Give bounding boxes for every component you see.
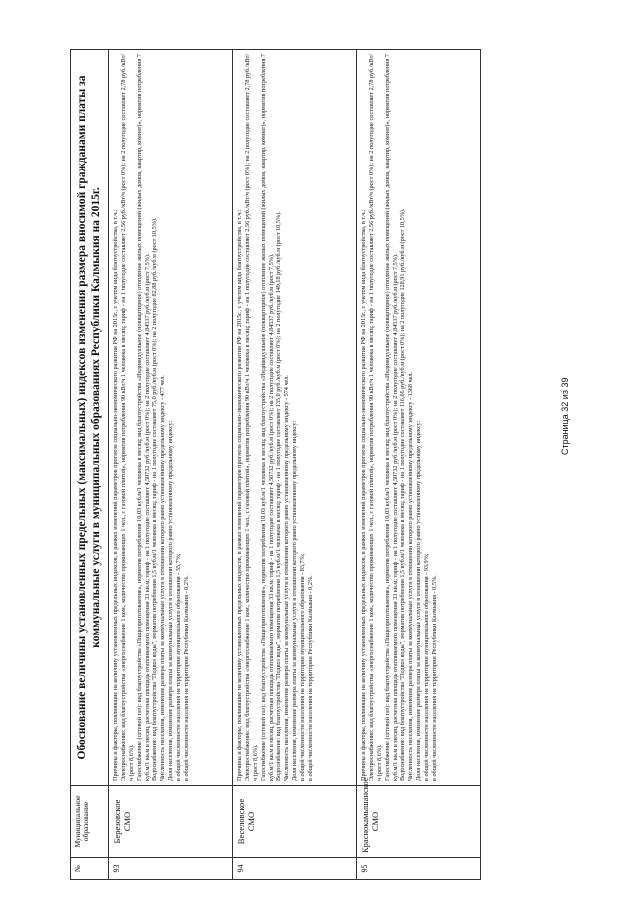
rotated-page-content <box>70 50 490 880</box>
row-number: 94 <box>232 858 356 880</box>
text-line: в общей численности населения на территории муниципального образования - 35,7%; <box>175 553 183 781</box>
text-line: Водоснабжение: вид благоустройства "Подвоз воды", норматив потребления 1,5 куб.м/1 человека в месяц; тариф - на 1 полугодие составляет 75,0 руб./куб.м (рост 0%); на 2 полугодие 82,88 руб./куб.м (рост 10,5%). <box>151 217 159 781</box>
table-row <box>232 50 356 880</box>
text-line: Причины и факторы, повлиявшие на величину установленных предельных индексов, в рамках изменений параметров прогноза социально-экономического развития РФ на 2015г., с учетом вида благоустройства, в т.ч.: <box>111 209 119 781</box>
municipality-name: Березовское СМО <box>108 786 232 858</box>
municipality-name: Краснокамышанское СМО <box>356 786 480 858</box>
text-line: в общей численности населения на территории муниципального образования - 93,9%; <box>423 553 431 781</box>
text-line: Водоснабжение: вид благоустройства "Подвоз воды", норматив потребления 1,5 куб.м/1 человека в месяц; тариф - на 1 полугодие составляет 116,66 руб./куб.м (рост 0%); на 2 полугодие 128,91 руб./куб.м (рост 10,5%). <box>399 208 407 781</box>
text-line: Электроснабжение: вид благоустройства «энергоснабжение 1 ком., количество проживающих 1 чел., с газовой плитой», норматив потребления 90 кВт/ч 1 человека в месяц; тариф - на 1 полугодие составляет 2,56 руб./кВт/ч (рост 0%); на 2 полугодие составляет 2,78 руб./кВт/ч (рост 8,6%). <box>243 54 259 781</box>
text-line: Газоснабжение (сетевой газ): вид благоустройства «Пищеприготовление», норматив потребления 10,03 куб.м/1 человека в месяц; вид благоустройства «Индивидуальное (поквартирное) отопление жилых помещений (жилых домов, квартир, комнат)», норматив потребления 7 куб.м/1 кв.м в месяц, расчетная площадь отапливаемого помещения 33 кв.м; тариф - на 1 полугодие составляет 4,50732 руб./куб.м (рост 0%); на 2 полугодие составляет 4,84537 руб./куб.м (рост 7,5%). <box>259 54 275 781</box>
table-row <box>108 50 232 880</box>
text-line: в общей численности населения на территории Республики Калмыкия - 0,2%. <box>307 575 315 781</box>
table-row <box>356 50 480 880</box>
table-header-row <box>71 50 109 880</box>
header-title: Обоснование величины установленных предельных (максимальных) индексов изменения размера вносимой гражданами платы за коммунальные услуги в муниципальных образованиях Республики Калмыкия на 2015г. <box>71 50 109 786</box>
row-number: 93 <box>108 858 232 880</box>
text-line: Электроснабжение: вид благоустройства «энергоснабжение 1 ком., количество проживающих 1 чел., с газовой плитой», норматив потребления 90 кВт/ч 1 человека в месяц; тариф - на 1 полугодие составляет 2,56 руб./кВт/ч (рост 0%); на 2 полугодие составляет 2,78 руб./кВт/ч (рост 8,6%). <box>119 54 135 781</box>
text-line: Численность населения, изменение размера платы за коммунальные услуги в отношении которого равно установленному предельному индексу - 1368 чел. <box>407 371 415 781</box>
text-line: Численность населения, изменение размера платы за коммунальные услуги в отношении которого равно установленному предельному индексу - 574 чел. <box>283 375 291 781</box>
page-number: Страница 32 из 39 <box>560 377 570 455</box>
text-line: в общей численности населения на территории Республики Калмыкия - 0,2%. <box>183 575 191 781</box>
text-line: Газоснабжение (сетевой газ): вид благоустройства «Пищеприготовление», норматив потребления 10,03 куб.м/1 человека в месяц; вид благоустройства «Индивидуальное (поквартирное) отопление жилых помещений (жилых домов, квартир, комнат)», норматив потребления 7 куб.м/1 кв.м в месяц, расчетная площадь отапливаемого помещения 33 кв.м; тариф - на 1 полугодие составляет 4,50732 руб./куб.м (рост 0%); на 2 полугодие составляет 4,84537 руб./куб.м (рост 7,5%). <box>135 54 151 781</box>
justification-text <box>356 50 480 786</box>
text-line: в общей численности населения на территории Республики Калмыкия - 0,5%. <box>431 575 439 781</box>
text-line: Причины и факторы, повлиявшие на величину установленных предельных индексов, в рамках изменений параметров прогноза социально-экономического развития РФ на 2015г., с учетом вида благоустройства, в т.ч.: <box>235 209 243 781</box>
text-line: Электроснабжение: вид благоустройства «энергоснабжение 1 ком., количество проживающих 1 чел., с газовой плитой», норматив потребления 90 кВт/ч 1 человека в месяц; тариф - на 1 полугодие составляет 2,56 руб./кВт/ч (рост 0%); на 2 полугодие составляет 2,78 руб./кВт/ч (рост 8,6%). <box>367 54 383 781</box>
text-line: Газоснабжение (сетевой газ): вид благоустройства «Пищеприготовление», норматив потребления 10,03 куб.м/1 человека в месяц; вид благоустройства «Индивидуальное (поквартирное) отопление жилых помещений (жилых домов, квартир, комнат)», норматив потребления 7 куб.м/1 кв.м в месяц, расчетная площадь отапливаемого помещения 33 кв.м; тариф - на 1 полугодие составляет 4,50732 руб./куб.м (рост 0%); на 2 полугодие составляет 4,84537 руб./куб.м (рост 7,5%). <box>383 54 399 781</box>
municipality-name: Веселовское СМО <box>232 786 356 858</box>
row-number: 95 <box>356 858 480 880</box>
text-line: Доля населения, изменение размера платы за коммунальные услуги в отношении которого равно установленному предельному индексу: <box>415 420 423 781</box>
text-line: Причины и факторы, повлиявшие на величину установленных предельных индексов, в рамках изменений параметров прогноза социально-экономического развития РФ на 2015г., с учетом вида благоустройства, в т.ч.: <box>359 209 367 781</box>
justification-text <box>108 50 232 786</box>
text-line: в общей численности населения на территории муниципального образования - 83,7%; <box>299 553 307 781</box>
text-line: Доля населения, изменение размера платы за коммунальные услуги в отношении которого равно установленному предельному индексу: <box>291 420 299 781</box>
header-municipality: Муниципальное образование <box>71 786 109 858</box>
text-line: Водоснабжение: вид благоустройства "Подвоз воды", норматив потребления 1,5 куб.м/1 человека в месяц; тариф - на 1 полугодие составляет 135,0 руб./куб.м (рост 0%); на 2 полугодие 149,18 руб./куб.м (рост 10,5%). <box>275 211 283 781</box>
text-line: Доля населения, изменение размера платы за коммунальные услуги в отношении которого равно установленному предельному индексу: <box>167 420 175 781</box>
header-num: № <box>71 858 109 880</box>
justification-text <box>232 50 356 786</box>
justification-table <box>70 49 481 880</box>
text-line: Численность населения, изменение размера платы за коммунальные услуги в отношении которого равно установленному предельному индексу - 477 чел. <box>159 375 167 781</box>
